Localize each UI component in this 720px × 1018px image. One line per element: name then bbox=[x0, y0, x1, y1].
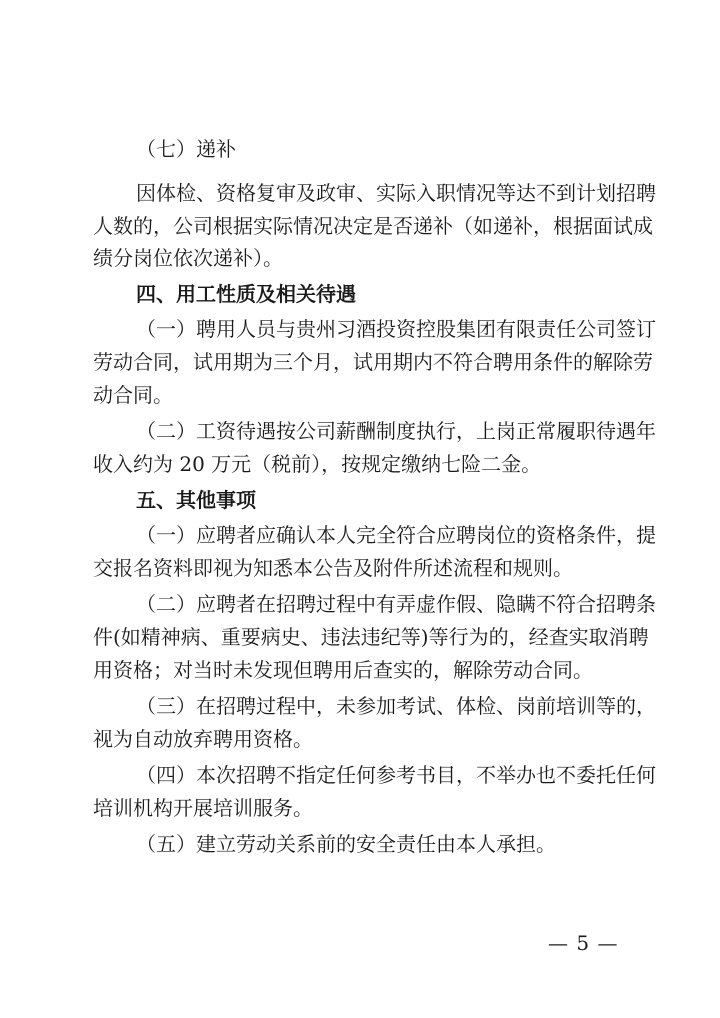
paragraph-line: 动合同。 bbox=[93, 383, 173, 407]
paragraph-line: （二）应聘者在招聘过程中有弄虚作假、隐瞒不符合招聘条 bbox=[136, 592, 656, 616]
paragraph-line: 件(如精神病、重要病史、违法违纪等)等行为的，经查实取消聘 bbox=[93, 625, 649, 649]
section-heading-4: 四、用工性质及相关待遇 bbox=[136, 282, 356, 306]
paragraph-line: 因体检、资格复审及政审、实际入职情况等达不到计划招聘 bbox=[136, 181, 656, 205]
paragraph-line: 交报名资料即视为知悉本公告及附件所述流程和规则。 bbox=[93, 556, 573, 580]
section-heading-5: 五、其他事项 bbox=[136, 488, 256, 512]
paragraph-line: （四）本次招聘不指定任何参考书目，不举办也不委托任何 bbox=[136, 763, 656, 787]
paragraph-line: 劳动合同，试用期为三个月，试用期内不符合聘用条件的解除劳 bbox=[93, 350, 653, 374]
paragraph-line: 绩分岗位依次递补）。 bbox=[93, 246, 283, 270]
paragraph-line: 用资格；对当时未发现但聘用后查实的，解除劳动合同。 bbox=[93, 658, 593, 682]
paragraph-line: （一）聘用人员与贵州习酒投资控股集团有限责任公司签订 bbox=[136, 317, 656, 341]
paragraph-line: 人数的，公司根据实际情况决定是否递补（如递补，根据面试成 bbox=[93, 214, 653, 238]
page-number: — 5 — bbox=[548, 931, 619, 955]
paragraph-line: （三）在招聘过程中，未参加考试、体检、岗前培训等的， bbox=[136, 694, 656, 718]
paragraph-line: （一）应聘者应确认本人完全符合应聘岗位的资格条件，提 bbox=[136, 523, 656, 547]
paragraph-line: 视为自动放弃聘用资格。 bbox=[93, 727, 313, 751]
paragraph-line: 培训机构开展培训服务。 bbox=[93, 796, 313, 820]
paragraph-line: （二）工资待遇按公司薪酬制度执行，上岗正常履职待遇年 bbox=[136, 419, 656, 443]
paragraph-line: 收入约为 20 万元（税前），按规定缴纳七险二金。 bbox=[93, 452, 542, 476]
paragraph-line: （五）建立劳动关系前的安全责任由本人承担。 bbox=[136, 832, 556, 856]
subsection-heading-7: （七）递补 bbox=[136, 137, 236, 161]
